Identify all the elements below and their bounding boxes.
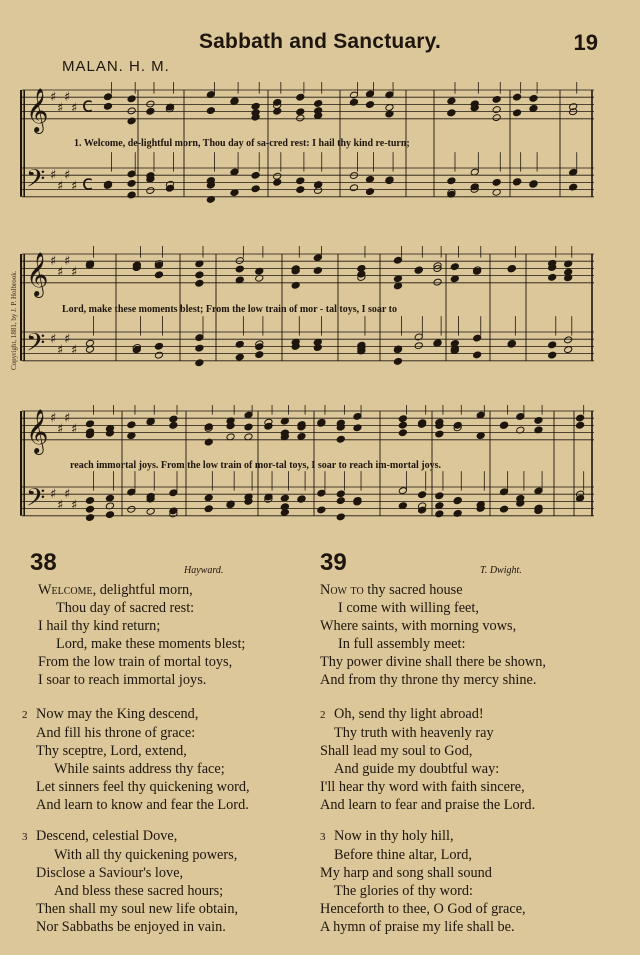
note-head [564, 268, 573, 276]
bass-clef-icon: 𝄢 [26, 328, 46, 364]
bass-clef-icon: 𝄢 [26, 164, 46, 200]
note-head [85, 497, 94, 505]
note-head [127, 107, 136, 115]
sharp-icon: ♯ [57, 422, 64, 437]
grand-staff [20, 246, 596, 386]
verse-line: Thou day of sacred rest: [56, 600, 195, 617]
note-head [204, 505, 213, 513]
note-head [393, 357, 402, 365]
note-head [103, 102, 112, 110]
note-head [313, 254, 322, 262]
note-head [500, 421, 509, 429]
verse-line: Let sinners feel thy quickening word, [36, 779, 250, 796]
note-head [127, 488, 136, 496]
sharp-icon: ♯ [64, 254, 71, 270]
note-head [492, 178, 501, 186]
note-head [353, 412, 362, 420]
note-head [127, 170, 136, 178]
note-head [529, 104, 538, 112]
verse-line: Thy power divine shall there be shown, [320, 654, 546, 671]
verse-line: And learn to fear and praise the Lord. [320, 797, 536, 814]
verse-line: Thy sceptre, Lord, extend, [36, 743, 187, 760]
note-head [365, 101, 374, 109]
note-head [564, 336, 573, 344]
note-head [317, 506, 326, 514]
note-head [513, 93, 522, 101]
verse-line: From the low train of mortal toys, [38, 654, 233, 671]
note-head [447, 109, 456, 117]
hymn-39-verse-1 [320, 581, 546, 690]
verse-line: The glories of thy word: [334, 883, 473, 900]
hymn-39-verse-3 [320, 827, 526, 937]
hymn-38-author: Hayward. [184, 565, 224, 576]
note-head [169, 415, 178, 423]
sharp-icon: ♯ [64, 168, 71, 184]
note-head [251, 171, 260, 179]
note-head [273, 98, 282, 106]
note-head [195, 334, 204, 342]
verse-line: Shall lead my soul to God, [320, 743, 473, 760]
verse-line: 2 Oh, send thy light abroad! [320, 706, 484, 722]
note-head [349, 184, 358, 192]
note-head [507, 265, 516, 273]
hymn-39-verse-2 [320, 705, 535, 815]
note-head [206, 107, 215, 115]
note-head [576, 414, 585, 422]
sharp-icon: ♯ [57, 101, 64, 116]
sharp-icon: ♯ [57, 265, 64, 280]
grand-staff [20, 82, 596, 222]
note-head [365, 188, 374, 196]
note-head [492, 114, 501, 122]
note-head [453, 421, 462, 429]
tune-name: MALAN. H. M. [62, 58, 170, 75]
note-head [296, 186, 305, 194]
note-head [516, 413, 525, 421]
verse-line: And fill his throne of grace: [36, 725, 196, 742]
note-head [296, 108, 305, 116]
note-head [85, 514, 94, 522]
page-title: Sabbath and Sanctuary. [198, 30, 442, 53]
verse-line: With all thy quickening powers, [54, 847, 238, 864]
hymn-number-39: 39 [320, 549, 347, 576]
note-head [273, 107, 282, 115]
verse-line: 2 Now may the King descend, [22, 706, 199, 722]
lyric-line-1: 1. Welcome, de-lightful morn, Thou day of sa-cred rest: I hail thy kind re-turn; [74, 138, 410, 149]
note-head [127, 179, 136, 187]
verse-line: I come with willing feet, [338, 600, 479, 617]
hymn-38-verse-3 [22, 827, 238, 937]
verse-line: I soar to reach immortal joys. [38, 672, 207, 689]
note-head [529, 180, 538, 188]
note-head [230, 168, 239, 176]
verse-line: 3 Now in thy holy hill, [320, 828, 454, 844]
sharp-icon: ♯ [57, 498, 64, 513]
note-head [244, 423, 253, 431]
note-head [492, 106, 501, 114]
note-head [85, 420, 94, 428]
sharp-icon: ♯ [64, 332, 71, 348]
music-system-3 [20, 405, 596, 540]
verse-line: And guide my doubtful way: [334, 761, 500, 778]
note-head [154, 351, 163, 359]
verse-line: Nor Sabbaths be enjoyed in vain. [36, 919, 226, 936]
note-head [548, 273, 557, 281]
treble-clef-icon: 𝄞 [26, 87, 49, 132]
note-head [235, 340, 244, 348]
treble-clef-icon: 𝄞 [26, 408, 49, 453]
verse-line: In full assembly meet: [338, 636, 466, 653]
sharp-icon: ♯ [71, 179, 78, 194]
sharp-icon: ♯ [71, 343, 78, 358]
note-head [297, 432, 306, 440]
note-head [85, 505, 94, 513]
hymn-38-verse-1 [38, 581, 245, 690]
sharp-icon: ♯ [71, 101, 78, 116]
note-head [195, 344, 204, 352]
note-head [195, 271, 204, 279]
note-head [336, 490, 345, 498]
page-number: 19 [573, 30, 598, 55]
note-head [414, 266, 423, 274]
note-head [204, 438, 213, 446]
note-head [398, 487, 407, 495]
note-head [105, 494, 114, 502]
note-head [280, 494, 289, 502]
verse-line: My harp and song shall sound [320, 865, 492, 882]
sharp-icon: ♯ [50, 168, 57, 184]
verse-line: Welcome, delightful morn, [38, 582, 193, 598]
note-head [398, 429, 407, 437]
note-head [244, 411, 253, 419]
note-head [273, 178, 282, 186]
note-head [235, 353, 244, 361]
note-head [296, 177, 305, 185]
note-head [105, 511, 114, 519]
note-head [127, 117, 136, 125]
hymn-number-38: 38 [30, 549, 57, 576]
note-head [398, 421, 407, 429]
note-head [349, 98, 358, 106]
note-head [447, 97, 456, 105]
note-head [349, 91, 358, 99]
note-head [169, 489, 178, 497]
note-head [470, 168, 479, 176]
note-head [235, 257, 244, 265]
note-head [127, 95, 136, 103]
copyright-notice: Copyright, 1881, by J. P. Holbrook. [10, 270, 18, 370]
verse-line: I'll hear thy word with faith sincere, [320, 779, 525, 796]
note-head [529, 94, 538, 102]
note-head [435, 492, 444, 500]
note-head [548, 341, 557, 349]
note-head [500, 505, 509, 513]
note-head [336, 513, 345, 521]
sharp-icon: ♯ [57, 343, 64, 358]
music-system-2 [20, 246, 596, 386]
verse-line: Where saints, with morning vows, [320, 618, 517, 635]
note-head [435, 430, 444, 438]
note-head [435, 510, 444, 518]
verse-line: Lord, make these moments blest; [56, 636, 246, 653]
bass-clef-icon: 𝄢 [26, 483, 46, 519]
note-head [492, 95, 501, 103]
sharp-icon: ♯ [71, 422, 78, 437]
note-head [146, 418, 155, 426]
note-head [251, 102, 260, 110]
note-head [473, 334, 482, 342]
note-head [296, 93, 305, 101]
note-head [433, 278, 442, 286]
sharp-icon: ♯ [71, 265, 78, 280]
sharp-icon: ♯ [71, 498, 78, 513]
note-head [195, 359, 204, 367]
verse-line: Disclose a Saviour's love, [36, 865, 184, 882]
sharp-icon: ♯ [64, 411, 71, 427]
note-head [317, 489, 326, 497]
sharp-icon: ♯ [50, 254, 57, 270]
verse-line: I hail thy kind return; [38, 618, 161, 635]
verse-line: And from thy throne thy mercy shine. [320, 672, 537, 689]
verse-line: And bless these sacred hours; [54, 883, 224, 900]
note-head [564, 346, 573, 354]
treble-clef-icon: 𝄞 [26, 251, 49, 296]
note-head [103, 93, 112, 101]
verse-line: Thy truth with heavenly ray [334, 725, 494, 742]
note-head [204, 494, 213, 502]
note-head [576, 421, 585, 429]
common-time-icon: c [82, 92, 93, 117]
note-head [513, 109, 522, 117]
note-head [473, 351, 482, 359]
sharp-icon: ♯ [50, 411, 57, 427]
sharp-icon: ♯ [64, 487, 71, 503]
verse-line: Before thine altar, Lord, [334, 847, 472, 864]
sharp-icon: ♯ [50, 487, 57, 503]
note-head [251, 185, 260, 193]
note-head [336, 497, 345, 505]
note-head [313, 267, 322, 275]
verse-line: While saints address thy face; [54, 761, 225, 778]
note-head [127, 421, 136, 429]
lyric-line-3: reach immortal joys. From the low train of mor-tal toys, I soar to reach im-mortal joys. [70, 460, 442, 471]
note-head [414, 333, 423, 341]
note-head [314, 100, 323, 108]
note-head [146, 187, 155, 195]
note-head [154, 271, 163, 279]
verse-line: 3 Descend, celestial Dove, [22, 828, 178, 844]
note-head [296, 114, 305, 122]
note-head [534, 487, 543, 495]
note-head [280, 509, 289, 517]
sharp-icon: ♯ [50, 332, 57, 348]
hymn-39-author: T. Dwight. [480, 565, 522, 576]
verse-line: And learn to know and fear the Lord. [36, 797, 249, 814]
note-head [127, 191, 136, 199]
note-head [336, 435, 345, 443]
note-head [450, 263, 459, 271]
note-head [169, 421, 178, 429]
note-head [154, 342, 163, 350]
note-head [414, 342, 423, 350]
note-head [534, 416, 543, 424]
note-head [398, 415, 407, 423]
verse-line: Now to thy sacred house [320, 582, 463, 598]
common-time-icon: c [82, 170, 93, 195]
note-head [146, 107, 155, 115]
note-head [255, 351, 264, 359]
note-head [127, 505, 136, 513]
note-head [418, 491, 427, 499]
note-head [195, 279, 204, 287]
hymn-38-verse-2 [22, 705, 250, 815]
note-head [447, 177, 456, 185]
grand-staff [20, 405, 596, 540]
verse-line: A hymn of praise my life shall be. [320, 919, 515, 936]
verse-line: Then shall my soul new life obtain, [36, 901, 239, 918]
sharp-icon: ♯ [57, 179, 64, 194]
note-head [235, 265, 244, 273]
note-head [548, 351, 557, 359]
note-head [450, 275, 459, 283]
sharp-icon: ♯ [64, 90, 71, 106]
music-system-1 [20, 82, 596, 222]
note-head [393, 256, 402, 264]
lyric-line-2: Lord, make these moments blest; From the low train of mor - tal toys, I soar to [62, 304, 397, 315]
verse-line: Henceforth to thee, O God of grace, [320, 901, 526, 918]
note-head [365, 90, 374, 98]
sharp-icon: ♯ [50, 90, 57, 106]
